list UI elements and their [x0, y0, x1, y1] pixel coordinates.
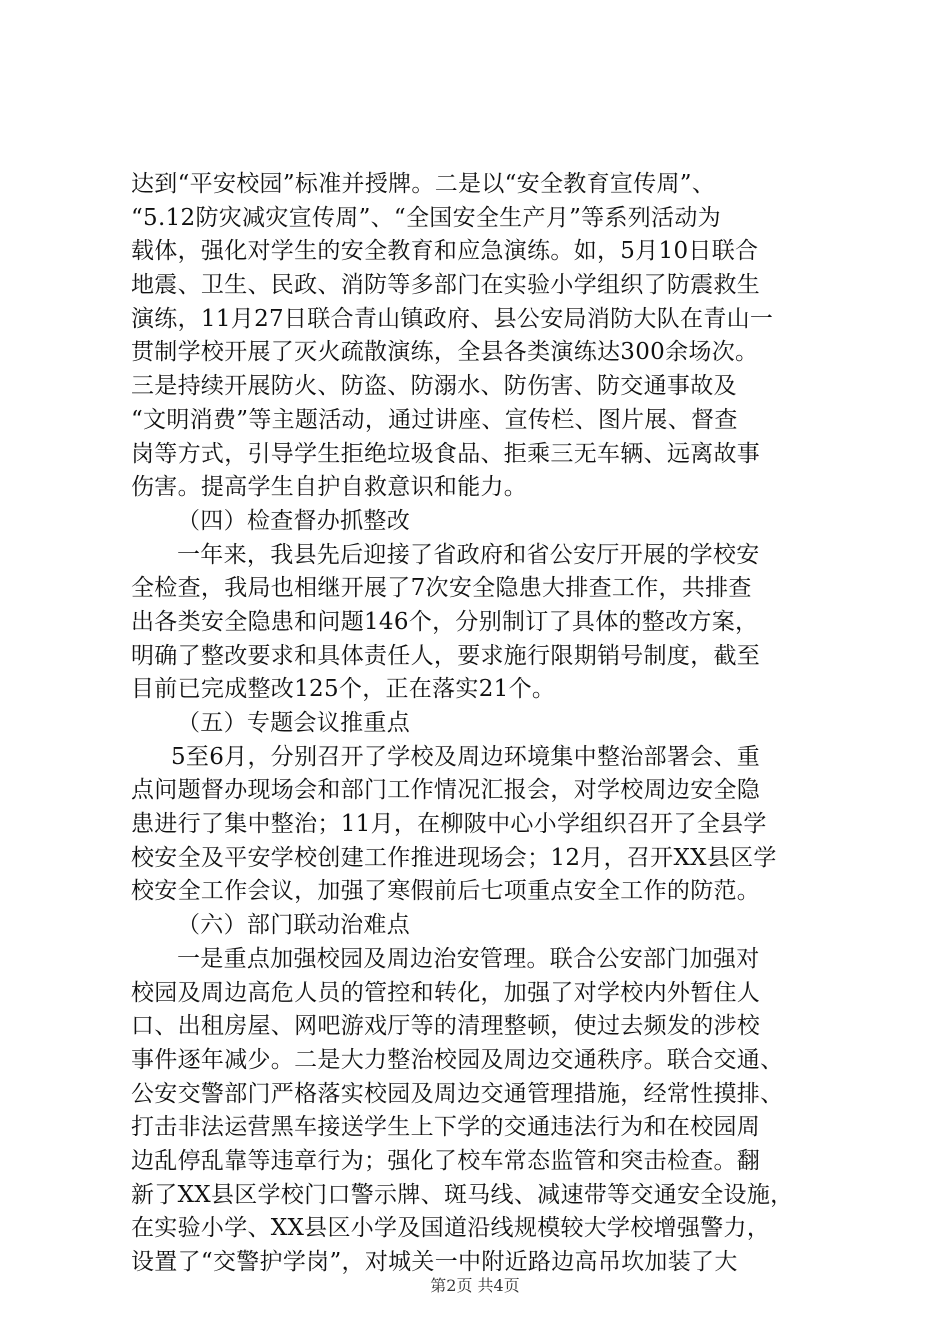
body-text [131, 168, 821, 1280]
text-line: 边乱停乱靠等违章行为；强化了校车常态监管和突击检查。翻 [131, 1147, 761, 1174]
text-line: 三是持续开展防火、防盗、防溺水、防伤害、防交通事故及 [131, 373, 737, 400]
text-line: 出各类安全隐患和问题146个，分别制订了具体的整改方案， [131, 608, 759, 635]
text-line: 新了XX县区学校门口警示牌、斑马线、减速带等交通安全设施， [131, 1181, 794, 1208]
text-line: 校安全及平安学校创建工作推进现场会；12月，召开XX县区学 [131, 844, 777, 871]
section-heading-5: （五）专题会议推重点 [177, 710, 410, 736]
text-line: “5.12防灾减灾宣传周”、“全国安全生产月”等系列活动为 [131, 204, 721, 231]
text-line: 地震、卫生、民政、消防等多部门在实验小学组织了防震救生 [131, 272, 761, 299]
text-line: 达到“平安校园”标准并授牌。二是以“安全教育宣传周”、 [131, 171, 716, 197]
section-heading-6: （六）部门联动治难点 [177, 912, 410, 939]
text-line: 事件逐年减少。二是大力整治校园及周边交通秩序。联合交通、 [131, 1046, 784, 1073]
text-line: 公安交警部门严格落实校园及周边交通管理措施，经常性摸排、 [131, 1080, 784, 1107]
text-line: “文明消费”等主题活动，通过讲座、宣传栏、图片展、督查 [131, 406, 738, 433]
section-heading-4: （四）检查督办抓整改 [177, 507, 410, 534]
text-line: 伤害。提高学生自护自救意识和能力。 [131, 474, 528, 501]
text-line: 在实验小学、XX县区小学及国道沿线规模较大学校增强警力， [131, 1215, 771, 1242]
paragraph-first-line: 一年来，我县先后迎接了省政府和省公安厅开展的学校安 [177, 541, 760, 568]
text-line: 岗等方式，引导学生拒绝垃圾食品、拒乘三无车辆、远离故事 [131, 440, 761, 467]
text-line: 打击非法运营黑车接送学生上下学的交通违法行为和在校园周 [131, 1114, 761, 1141]
text-line: 演练，11月27日联合青山镇政府、县公安局消防大队在青山一 [131, 305, 774, 332]
text-line: 明确了整改要求和具体责任人，要求施行限期销号制度，截至 [131, 642, 761, 669]
text-line: 全检查，我局也相继开展了7次安全隐患大排查工作，共排查 [131, 575, 752, 602]
text-line: 点问题督办现场会和部门工作情况汇报会，对学校周边安全隐 [131, 777, 761, 804]
text-line: 校安全工作会议，加强了寒假前后七项重点安全工作的防范。 [131, 878, 761, 905]
paragraph-first-line: 5至6月，分别召开了学校及周边环境集中整治部署会、重 [171, 743, 761, 770]
text-line: 载体，强化对学生的安全教育和应急演练。如，5月10日联合 [131, 238, 759, 265]
text-line: 目前已完成整改125个，正在落实21个。 [131, 676, 556, 703]
text-line: 口、出租房屋、网吧游戏厅等的清理整顿，使过去频发的涉校 [131, 1013, 761, 1040]
page-number-footer: 第2页 共4页 [430, 1276, 520, 1295]
text-line: 患进行了集中整治；11月，在柳陂中心小学组织召开了全县学 [131, 811, 767, 838]
text-line: 设置了“交警护学岗”，对城关一中附近路边高吊坎加装了大 [131, 1249, 738, 1275]
paragraph-first-line: 一是重点加强校园及周边治安管理。联合公安部门加强对 [177, 945, 760, 972]
text-line: 校园及周边高危人员的管控和转化，加强了对学校内外暂住人 [131, 979, 761, 1006]
text-line: 贯制学校开展了灭火疏散演练，全县各类演练达300余场次。 [131, 339, 759, 366]
